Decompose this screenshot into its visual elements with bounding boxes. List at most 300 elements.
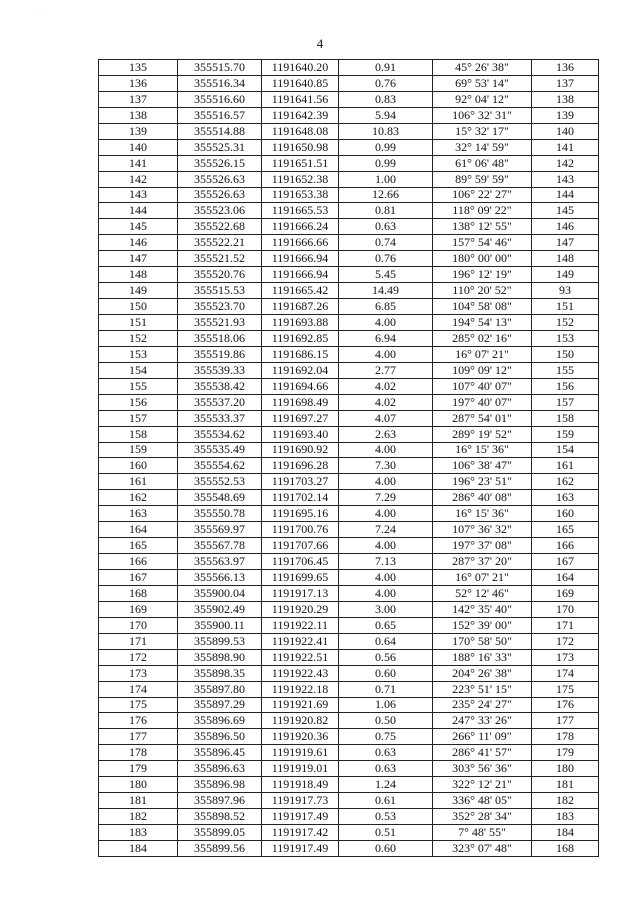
- cell-next-point: 153: [532, 330, 599, 346]
- cell-x-coordinate: 355897.96: [178, 793, 262, 809]
- cell-y-coordinate: 1191917.73: [262, 793, 339, 809]
- cell-next-point: 175: [532, 681, 599, 697]
- cell-x-coordinate: 355900.11: [178, 617, 262, 633]
- cell-x-coordinate: 355898.90: [178, 649, 262, 665]
- table-row: [99, 761, 599, 777]
- cell-point-number: 153: [99, 346, 178, 362]
- cell-distance: 4.02: [339, 394, 433, 410]
- cell-point-number: 162: [99, 490, 178, 506]
- cell-y-coordinate: 1191917.13: [262, 585, 339, 601]
- cell-y-coordinate: 1191650.98: [262, 139, 339, 155]
- cell-y-coordinate: 1191920.82: [262, 713, 339, 729]
- cell-x-coordinate: 355515.53: [178, 283, 262, 299]
- cell-x-coordinate: 355525.31: [178, 139, 262, 155]
- cell-point-number: 144: [99, 203, 178, 219]
- cell-next-point: 155: [532, 362, 599, 378]
- table-row: [99, 697, 599, 713]
- cell-distance: 0.99: [339, 139, 433, 155]
- cell-y-coordinate: 1191666.24: [262, 219, 339, 235]
- cell-distance: 0.53: [339, 809, 433, 825]
- cell-y-coordinate: 1191920.36: [262, 729, 339, 745]
- cell-bearing: 16° 15' 36": [433, 442, 532, 458]
- cell-next-point: 156: [532, 378, 599, 394]
- cell-distance: 2.77: [339, 362, 433, 378]
- cell-bearing: 16° 07' 21": [433, 570, 532, 586]
- cell-next-point: 141: [532, 139, 599, 155]
- cell-point-number: 168: [99, 585, 178, 601]
- cell-bearing: 32° 14' 59": [433, 139, 532, 155]
- cell-y-coordinate: 1191702.14: [262, 490, 339, 506]
- cell-point-number: 140: [99, 139, 178, 155]
- cell-distance: 0.91: [339, 60, 433, 76]
- cell-y-coordinate: 1191696.28: [262, 458, 339, 474]
- cell-bearing: 196° 23' 51": [433, 474, 532, 490]
- table-row: [99, 617, 599, 633]
- cell-distance: 7.24: [339, 522, 433, 538]
- cell-next-point: 184: [532, 825, 599, 841]
- table-row: [99, 506, 599, 522]
- table-row: [99, 378, 599, 394]
- cell-distance: 7.30: [339, 458, 433, 474]
- cell-distance: 1.00: [339, 171, 433, 187]
- cell-y-coordinate: 1191693.40: [262, 426, 339, 442]
- cell-distance: 14.49: [339, 283, 433, 299]
- cell-point-number: 169: [99, 601, 178, 617]
- cell-next-point: 181: [532, 777, 599, 793]
- cell-distance: 6.94: [339, 330, 433, 346]
- cell-x-coordinate: 355521.93: [178, 315, 262, 331]
- cell-x-coordinate: 355896.63: [178, 761, 262, 777]
- cell-next-point: 178: [532, 729, 599, 745]
- cell-next-point: 162: [532, 474, 599, 490]
- cell-y-coordinate: 1191690.92: [262, 442, 339, 458]
- table-row: [99, 75, 599, 91]
- cell-x-coordinate: 355569.97: [178, 522, 262, 538]
- table-row: [99, 554, 599, 570]
- cell-next-point: 138: [532, 91, 599, 107]
- cell-point-number: 175: [99, 697, 178, 713]
- cell-distance: 0.74: [339, 235, 433, 251]
- cell-y-coordinate: 1191921.69: [262, 697, 339, 713]
- cell-bearing: 142° 35' 40": [433, 601, 532, 617]
- table-row: [99, 219, 599, 235]
- cell-y-coordinate: 1191707.66: [262, 538, 339, 554]
- cell-next-point: 177: [532, 713, 599, 729]
- cell-x-coordinate: 355566.13: [178, 570, 262, 586]
- cell-point-number: 178: [99, 745, 178, 761]
- cell-distance: 4.00: [339, 315, 433, 331]
- cell-bearing: 16° 07' 21": [433, 346, 532, 362]
- cell-bearing: 336° 48' 05": [433, 793, 532, 809]
- cell-y-coordinate: 1191922.11: [262, 617, 339, 633]
- cell-x-coordinate: 355897.80: [178, 681, 262, 697]
- cell-next-point: 151: [532, 299, 599, 315]
- cell-distance: 6.85: [339, 299, 433, 315]
- cell-y-coordinate: 1191692.04: [262, 362, 339, 378]
- cell-next-point: 159: [532, 426, 599, 442]
- cell-next-point: 171: [532, 617, 599, 633]
- cell-bearing: 118° 09' 22": [433, 203, 532, 219]
- cell-y-coordinate: 1191665.53: [262, 203, 339, 219]
- cell-next-point: 137: [532, 75, 599, 91]
- cell-bearing: 235° 24' 27": [433, 697, 532, 713]
- cell-point-number: 181: [99, 793, 178, 809]
- cell-x-coordinate: 355520.76: [178, 267, 262, 283]
- cell-distance: 4.00: [339, 346, 433, 362]
- cell-point-number: 159: [99, 442, 178, 458]
- table-row: [99, 570, 599, 586]
- table-row: [99, 330, 599, 346]
- cell-x-coordinate: 355522.68: [178, 219, 262, 235]
- cell-bearing: 188° 16' 33": [433, 649, 532, 665]
- cell-point-number: 155: [99, 378, 178, 394]
- cell-distance: 4.00: [339, 538, 433, 554]
- cell-point-number: 141: [99, 155, 178, 171]
- cell-bearing: 287° 37' 20": [433, 554, 532, 570]
- cell-y-coordinate: 1191652.38: [262, 171, 339, 187]
- cell-distance: 0.56: [339, 649, 433, 665]
- cell-x-coordinate: 355552.53: [178, 474, 262, 490]
- cell-bearing: 197° 37' 08": [433, 538, 532, 554]
- cell-distance: 0.50: [339, 713, 433, 729]
- cell-bearing: 197° 40' 07": [433, 394, 532, 410]
- cell-x-coordinate: 355563.97: [178, 554, 262, 570]
- cell-x-coordinate: 355896.50: [178, 729, 262, 745]
- cell-y-coordinate: 1191666.94: [262, 251, 339, 267]
- table-row: [99, 633, 599, 649]
- cell-bearing: 104° 58' 08": [433, 299, 532, 315]
- cell-y-coordinate: 1191641.56: [262, 91, 339, 107]
- cell-y-coordinate: 1191686.15: [262, 346, 339, 362]
- cell-y-coordinate: 1191648.08: [262, 123, 339, 139]
- cell-y-coordinate: 1191642.39: [262, 107, 339, 123]
- cell-next-point: 136: [532, 60, 599, 76]
- cell-y-coordinate: 1191700.76: [262, 522, 339, 538]
- table-row: [99, 394, 599, 410]
- cell-y-coordinate: 1191693.88: [262, 315, 339, 331]
- cell-x-coordinate: 355567.78: [178, 538, 262, 554]
- table-row: [99, 729, 599, 745]
- cell-x-coordinate: 355526.63: [178, 187, 262, 203]
- cell-x-coordinate: 355896.45: [178, 745, 262, 761]
- cell-bearing: 106° 38' 47": [433, 458, 532, 474]
- cell-bearing: 352° 28' 34": [433, 809, 532, 825]
- cell-next-point: 176: [532, 697, 599, 713]
- cell-y-coordinate: 1191640.20: [262, 60, 339, 76]
- cell-x-coordinate: 355537.20: [178, 394, 262, 410]
- cell-distance: 4.00: [339, 506, 433, 522]
- cell-point-number: 151: [99, 315, 178, 331]
- table-row: [99, 107, 599, 123]
- cell-next-point: 174: [532, 665, 599, 681]
- cell-point-number: 137: [99, 91, 178, 107]
- cell-distance: 5.94: [339, 107, 433, 123]
- cell-next-point: 183: [532, 809, 599, 825]
- cell-point-number: 160: [99, 458, 178, 474]
- cell-y-coordinate: 1191665.42: [262, 283, 339, 299]
- cell-point-number: 152: [99, 330, 178, 346]
- table-row: [99, 538, 599, 554]
- cell-x-coordinate: 355519.86: [178, 346, 262, 362]
- cell-point-number: 166: [99, 554, 178, 570]
- table-row: [99, 840, 599, 856]
- cell-y-coordinate: 1191666.94: [262, 267, 339, 283]
- cell-bearing: 194° 54' 13": [433, 315, 532, 331]
- table-row: [99, 458, 599, 474]
- cell-bearing: 286° 41' 57": [433, 745, 532, 761]
- table-row: [99, 346, 599, 362]
- cell-point-number: 146: [99, 235, 178, 251]
- cell-distance: 0.63: [339, 219, 433, 235]
- table-row: [99, 139, 599, 155]
- cell-x-coordinate: 355535.49: [178, 442, 262, 458]
- cell-bearing: 285° 02' 16": [433, 330, 532, 346]
- cell-point-number: 179: [99, 761, 178, 777]
- table-row: [99, 777, 599, 793]
- cell-y-coordinate: 1191697.27: [262, 410, 339, 426]
- cell-x-coordinate: 355896.98: [178, 777, 262, 793]
- table-row: [99, 681, 599, 697]
- cell-next-point: 157: [532, 394, 599, 410]
- cell-bearing: 106° 22' 27": [433, 187, 532, 203]
- coordinates-table-body: [99, 60, 599, 857]
- cell-distance: 4.00: [339, 585, 433, 601]
- cell-distance: 0.76: [339, 75, 433, 91]
- cell-point-number: 182: [99, 809, 178, 825]
- table-row: [99, 203, 599, 219]
- cell-bearing: 322° 12' 21": [433, 777, 532, 793]
- cell-next-point: 139: [532, 107, 599, 123]
- cell-next-point: 170: [532, 601, 599, 617]
- cell-next-point: 166: [532, 538, 599, 554]
- table-row: [99, 793, 599, 809]
- cell-point-number: 163: [99, 506, 178, 522]
- cell-y-coordinate: 1191666.66: [262, 235, 339, 251]
- cell-distance: 0.60: [339, 840, 433, 856]
- cell-next-point: 173: [532, 649, 599, 665]
- cell-x-coordinate: 355896.69: [178, 713, 262, 729]
- cell-bearing: 106° 32' 31": [433, 107, 532, 123]
- cell-y-coordinate: 1191640.85: [262, 75, 339, 91]
- cell-y-coordinate: 1191917.49: [262, 809, 339, 825]
- cell-point-number: 156: [99, 394, 178, 410]
- cell-bearing: 286° 40' 08": [433, 490, 532, 506]
- cell-distance: 2.63: [339, 426, 433, 442]
- cell-next-point: 143: [532, 171, 599, 187]
- cell-y-coordinate: 1191687.26: [262, 299, 339, 315]
- cell-bearing: 89° 59' 59": [433, 171, 532, 187]
- cell-next-point: 167: [532, 554, 599, 570]
- cell-distance: 0.99: [339, 155, 433, 171]
- cell-bearing: 223° 51' 15": [433, 681, 532, 697]
- cell-distance: 0.71: [339, 681, 433, 697]
- cell-x-coordinate: 355898.35: [178, 665, 262, 681]
- cell-bearing: 303° 56' 36": [433, 761, 532, 777]
- cell-next-point: 154: [532, 442, 599, 458]
- cell-x-coordinate: 355899.53: [178, 633, 262, 649]
- table-row: [99, 825, 599, 841]
- cell-point-number: 183: [99, 825, 178, 841]
- table-row: [99, 251, 599, 267]
- cell-y-coordinate: 1191922.43: [262, 665, 339, 681]
- cell-next-point: 93: [532, 283, 599, 299]
- cell-distance: 0.61: [339, 793, 433, 809]
- cell-next-point: 140: [532, 123, 599, 139]
- cell-distance: 4.00: [339, 474, 433, 490]
- cell-next-point: 169: [532, 585, 599, 601]
- table-row: [99, 315, 599, 331]
- cell-point-number: 164: [99, 522, 178, 538]
- cell-point-number: 143: [99, 187, 178, 203]
- cell-distance: 7.13: [339, 554, 433, 570]
- cell-distance: 1.24: [339, 777, 433, 793]
- cell-distance: 0.81: [339, 203, 433, 219]
- cell-point-number: 172: [99, 649, 178, 665]
- cell-bearing: 69° 53' 14": [433, 75, 532, 91]
- cell-point-number: 170: [99, 617, 178, 633]
- table-row: [99, 601, 599, 617]
- table-row: [99, 362, 599, 378]
- coordinates-table: [98, 59, 599, 857]
- cell-next-point: 150: [532, 346, 599, 362]
- cell-x-coordinate: 355514.88: [178, 123, 262, 139]
- cell-x-coordinate: 355900.04: [178, 585, 262, 601]
- cell-next-point: 165: [532, 522, 599, 538]
- cell-distance: 7.29: [339, 490, 433, 506]
- cell-x-coordinate: 355522.21: [178, 235, 262, 251]
- cell-y-coordinate: 1191698.49: [262, 394, 339, 410]
- cell-y-coordinate: 1191922.41: [262, 633, 339, 649]
- cell-bearing: 180° 00' 00": [433, 251, 532, 267]
- table-row: [99, 60, 599, 76]
- cell-x-coordinate: 355538.42: [178, 378, 262, 394]
- table-row: [99, 474, 599, 490]
- cell-x-coordinate: 355898.52: [178, 809, 262, 825]
- cell-distance: 0.63: [339, 761, 433, 777]
- cell-distance: 10.83: [339, 123, 433, 139]
- cell-bearing: 15° 32' 17": [433, 123, 532, 139]
- cell-y-coordinate: 1191699.65: [262, 570, 339, 586]
- table-row: [99, 299, 599, 315]
- cell-distance: 1.06: [339, 697, 433, 713]
- cell-bearing: 196° 12' 19": [433, 267, 532, 283]
- table-row: [99, 283, 599, 299]
- cell-x-coordinate: 355516.60: [178, 91, 262, 107]
- cell-distance: 0.64: [339, 633, 433, 649]
- cell-x-coordinate: 355539.33: [178, 362, 262, 378]
- cell-distance: 5.45: [339, 267, 433, 283]
- cell-x-coordinate: 355516.34: [178, 75, 262, 91]
- cell-point-number: 157: [99, 410, 178, 426]
- cell-x-coordinate: 355533.37: [178, 410, 262, 426]
- cell-y-coordinate: 1191695.16: [262, 506, 339, 522]
- cell-point-number: 167: [99, 570, 178, 586]
- cell-next-point: 182: [532, 793, 599, 809]
- table-row: [99, 187, 599, 203]
- cell-x-coordinate: 355526.63: [178, 171, 262, 187]
- cell-point-number: 150: [99, 299, 178, 315]
- page-number: 4: [316, 36, 324, 51]
- cell-point-number: 171: [99, 633, 178, 649]
- scan-specks: · ·: [34, 8, 49, 14]
- cell-bearing: 266° 11' 09": [433, 729, 532, 745]
- table-row: [99, 426, 599, 442]
- cell-distance: 4.00: [339, 570, 433, 586]
- cell-point-number: 158: [99, 426, 178, 442]
- cell-next-point: 152: [532, 315, 599, 331]
- cell-next-point: 149: [532, 267, 599, 283]
- cell-next-point: 168: [532, 840, 599, 856]
- table-row: [99, 410, 599, 426]
- cell-bearing: 204° 26' 38": [433, 665, 532, 681]
- cell-y-coordinate: 1191919.61: [262, 745, 339, 761]
- table-row: [99, 585, 599, 601]
- cell-point-number: 136: [99, 75, 178, 91]
- cell-bearing: 7° 48' 55": [433, 825, 532, 841]
- cell-next-point: 148: [532, 251, 599, 267]
- table-row: [99, 91, 599, 107]
- table-row: [99, 713, 599, 729]
- cell-distance: 4.07: [339, 410, 433, 426]
- cell-bearing: 92° 04' 12": [433, 91, 532, 107]
- cell-distance: 12.66: [339, 187, 433, 203]
- cell-x-coordinate: 355548.69: [178, 490, 262, 506]
- cell-next-point: 142: [532, 155, 599, 171]
- cell-y-coordinate: 1191706.45: [262, 554, 339, 570]
- cell-next-point: 144: [532, 187, 599, 203]
- cell-point-number: 145: [99, 219, 178, 235]
- cell-next-point: 161: [532, 458, 599, 474]
- cell-x-coordinate: 355899.56: [178, 840, 262, 856]
- cell-point-number: 174: [99, 681, 178, 697]
- cell-bearing: 107° 40' 07": [433, 378, 532, 394]
- cell-next-point: 146: [532, 219, 599, 235]
- cell-bearing: 16° 15' 36": [433, 506, 532, 522]
- cell-bearing: 287° 54' 01": [433, 410, 532, 426]
- cell-point-number: 135: [99, 60, 178, 76]
- cell-bearing: 52° 12' 46": [433, 585, 532, 601]
- cell-point-number: 139: [99, 123, 178, 139]
- cell-x-coordinate: 355516.57: [178, 107, 262, 123]
- cell-point-number: 177: [99, 729, 178, 745]
- cell-point-number: 173: [99, 665, 178, 681]
- cell-distance: 0.75: [339, 729, 433, 745]
- cell-distance: 4.00: [339, 442, 433, 458]
- cell-y-coordinate: 1191917.42: [262, 825, 339, 841]
- cell-point-number: 148: [99, 267, 178, 283]
- cell-next-point: 145: [532, 203, 599, 219]
- cell-distance: 4.02: [339, 378, 433, 394]
- cell-bearing: 157° 54' 46": [433, 235, 532, 251]
- cell-bearing: 170° 58' 50": [433, 633, 532, 649]
- cell-x-coordinate: 355899.05: [178, 825, 262, 841]
- cell-point-number: 184: [99, 840, 178, 856]
- cell-bearing: 152° 39' 00": [433, 617, 532, 633]
- table-row: [99, 267, 599, 283]
- cell-next-point: 160: [532, 506, 599, 522]
- cell-distance: 0.76: [339, 251, 433, 267]
- cell-next-point: 158: [532, 410, 599, 426]
- table-row: [99, 522, 599, 538]
- cell-x-coordinate: 355897.29: [178, 697, 262, 713]
- cell-distance: 0.65: [339, 617, 433, 633]
- cell-bearing: 107° 36' 32": [433, 522, 532, 538]
- cell-y-coordinate: 1191692.85: [262, 330, 339, 346]
- cell-y-coordinate: 1191651.51: [262, 155, 339, 171]
- table-row: [99, 123, 599, 139]
- table-row: [99, 442, 599, 458]
- cell-x-coordinate: 355515.70: [178, 60, 262, 76]
